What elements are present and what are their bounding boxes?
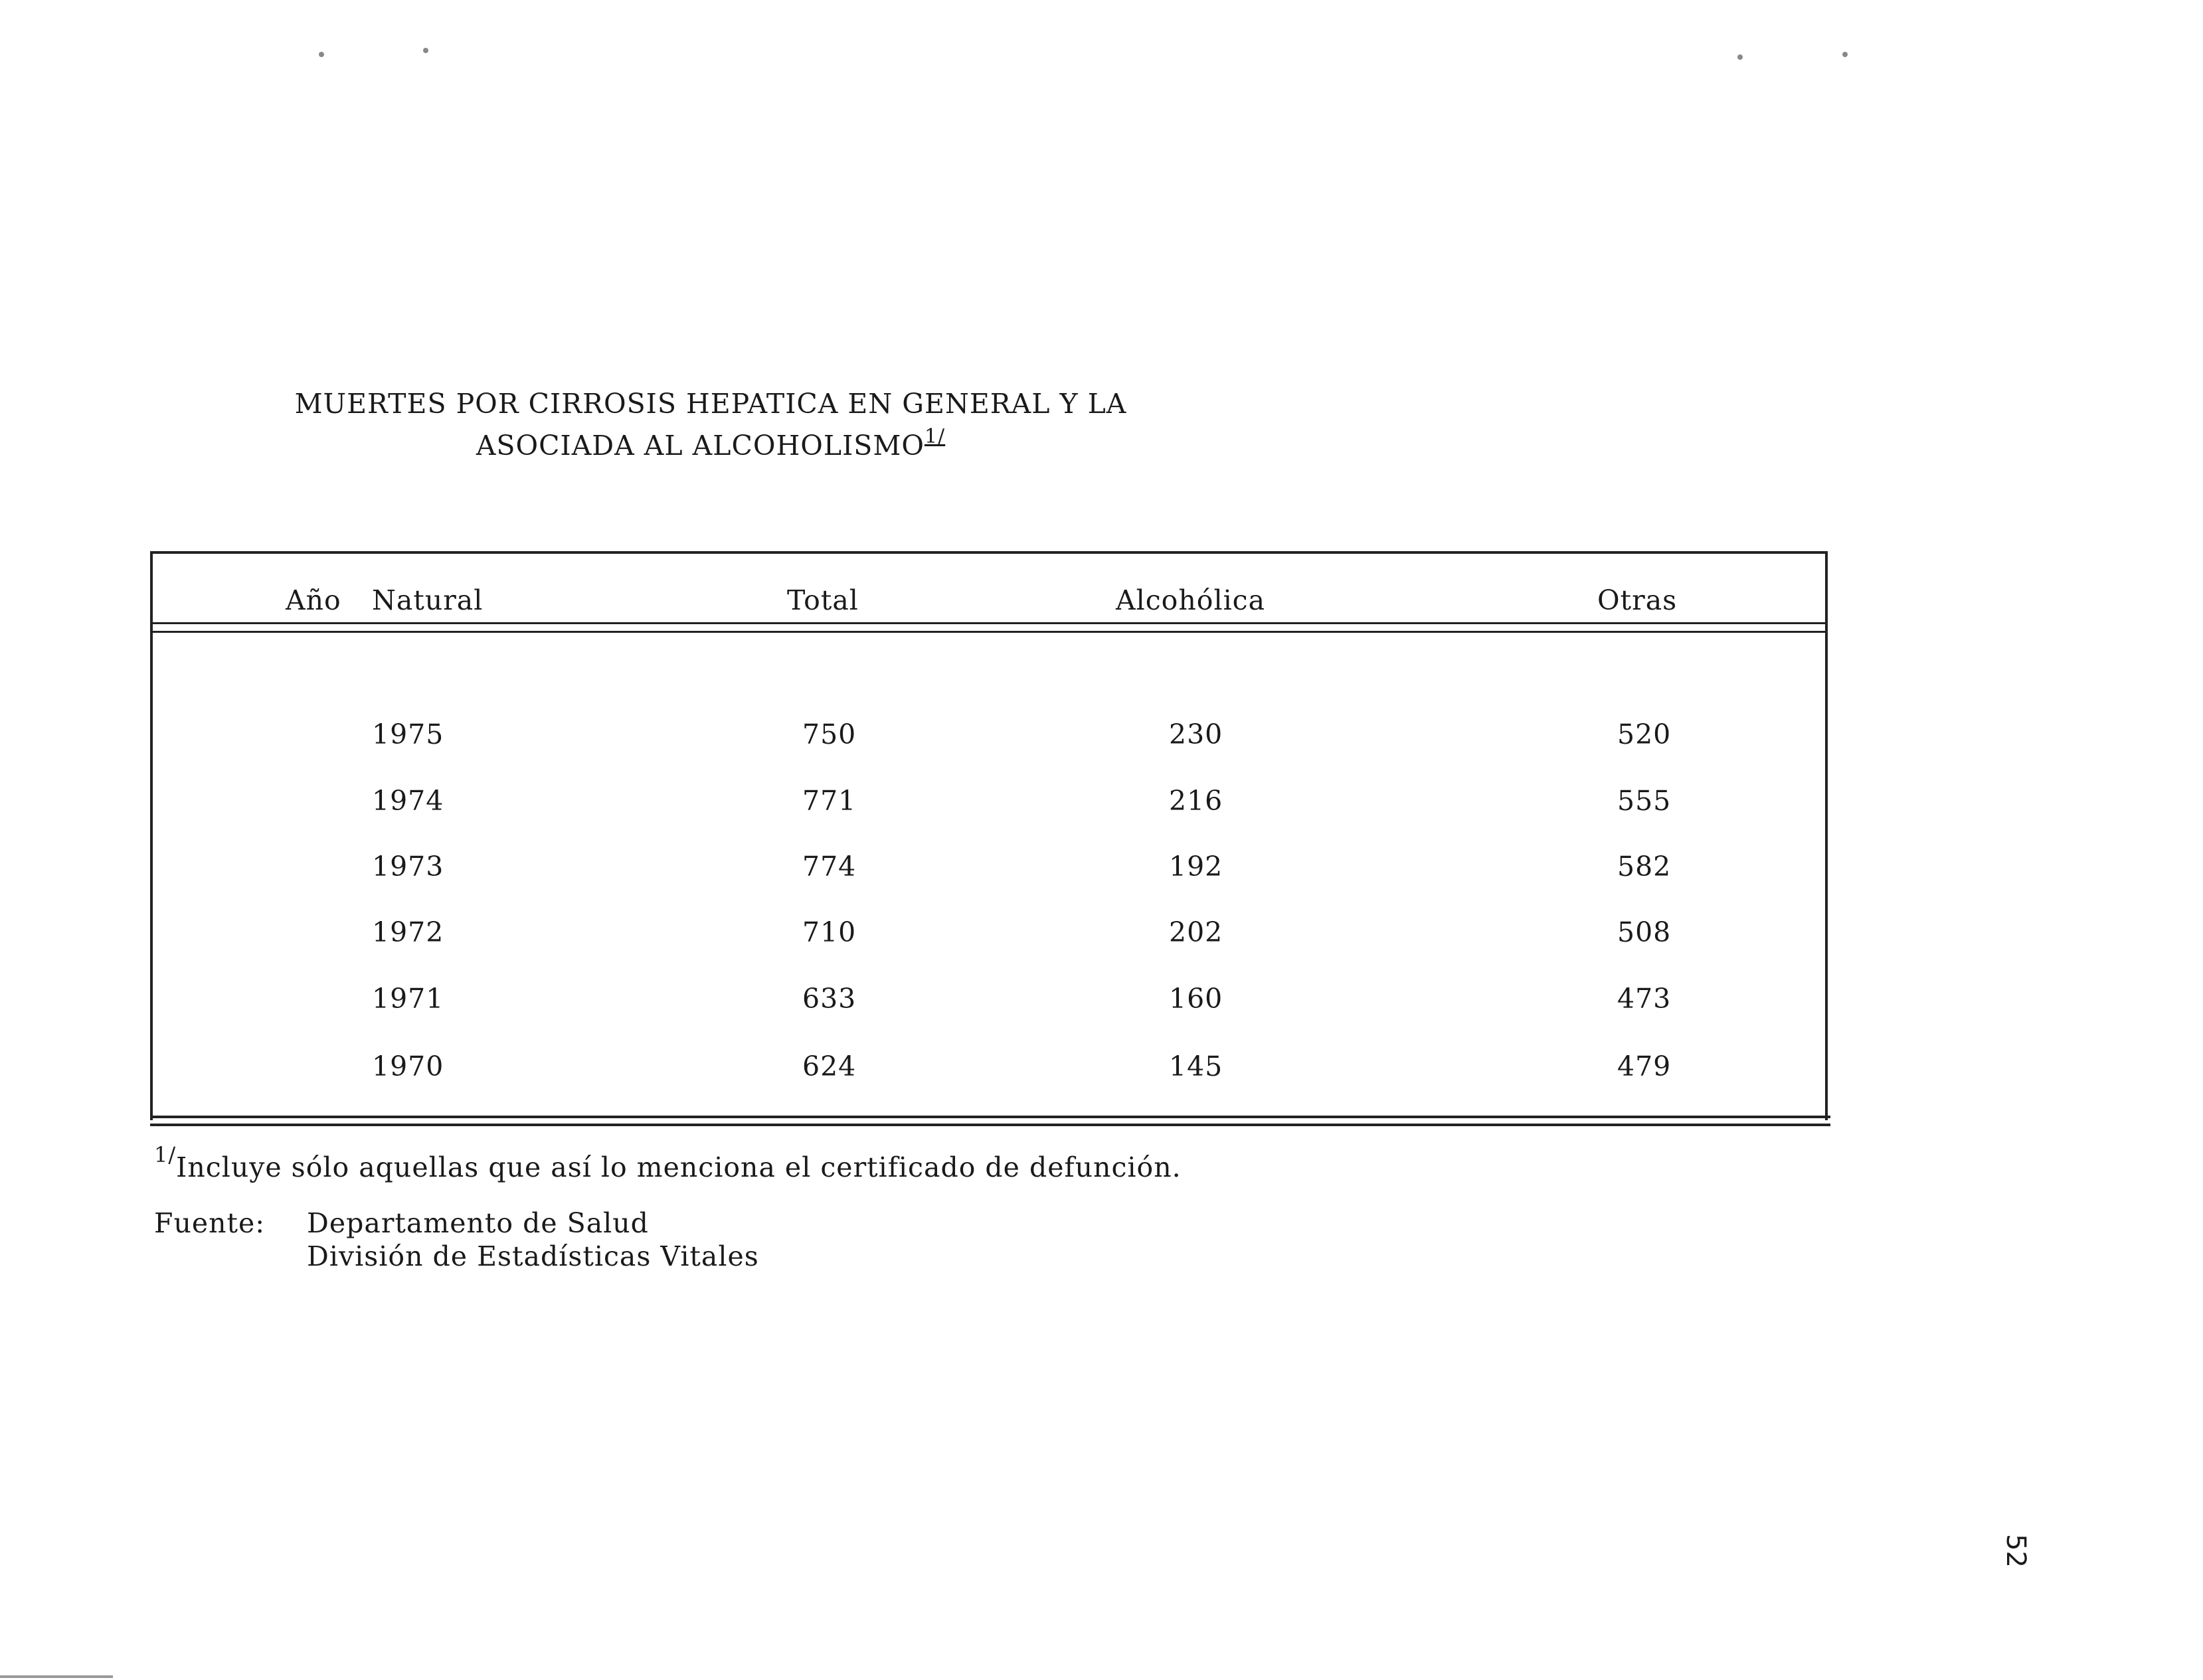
header-year: Año [286,584,341,616]
footnote-text: Incluye sólo aquellas que así lo menciona el certificado de defunción. [176,1151,1182,1183]
cell-otras: 479 [1617,1050,1672,1082]
cell-alcoholica: 145 [1169,1050,1223,1082]
page-number: 52 [2000,1534,2031,1568]
header-rule-bottom [150,631,1828,633]
source-line-2: División de Estadísticas Vitales [307,1240,759,1272]
header-total: Total [787,584,859,616]
cell-otras: 508 [1617,916,1672,948]
header-otras: Otras [1597,584,1678,616]
cell-total: 750 [802,718,857,750]
cell-total: 710 [802,916,857,948]
cell-otras: 473 [1617,983,1672,1015]
header-alcoholica: Alcohólica [1116,584,1266,616]
header-rule-top [150,622,1828,624]
title-line-2 [0,420,1421,462]
cell-year: 1974 [372,785,444,817]
cell-total: 774 [802,851,857,882]
source-block [154,1207,759,1273]
data-table [150,551,1828,1120]
title-line-1: MUERTES POR CIRROSIS HEPATICA EN GENERAL Y LA [294,388,1127,420]
cell-year: 1972 [372,916,444,948]
cell-alcoholica: 202 [1169,916,1223,948]
cell-year: 1970 [372,1050,444,1082]
cell-year: 1973 [372,851,444,882]
title-footnote-marker: 1/ [924,425,946,448]
cell-alcoholica: 230 [1169,718,1223,750]
cell-total: 771 [802,785,857,817]
document-title [0,387,1421,462]
cell-year: 1971 [372,983,444,1015]
footnote [154,1142,1182,1183]
footnote-marker: 1/ [154,1142,177,1167]
cell-otras: 582 [1617,851,1672,882]
cell-alcoholica: 192 [1169,851,1223,882]
table-bottom-rule-1 [150,1116,1830,1118]
cell-year: 1975 [372,718,444,750]
title-line-2-text: ASOCIADA AL ALCOHOLISMO [476,430,925,462]
cell-total: 633 [802,983,857,1015]
source-line-1: Departamento de Salud [307,1207,649,1239]
scan-edge-mark [0,1675,113,1678]
source-label: Fuente: [154,1207,266,1239]
table-bottom-rule-2 [150,1124,1830,1126]
cell-alcoholica: 216 [1169,785,1223,817]
header-natural: Natural [372,584,484,616]
cell-otras: 520 [1617,718,1672,750]
cell-alcoholica: 160 [1169,983,1223,1015]
cell-otras: 555 [1617,785,1672,817]
cell-total: 624 [802,1050,857,1082]
